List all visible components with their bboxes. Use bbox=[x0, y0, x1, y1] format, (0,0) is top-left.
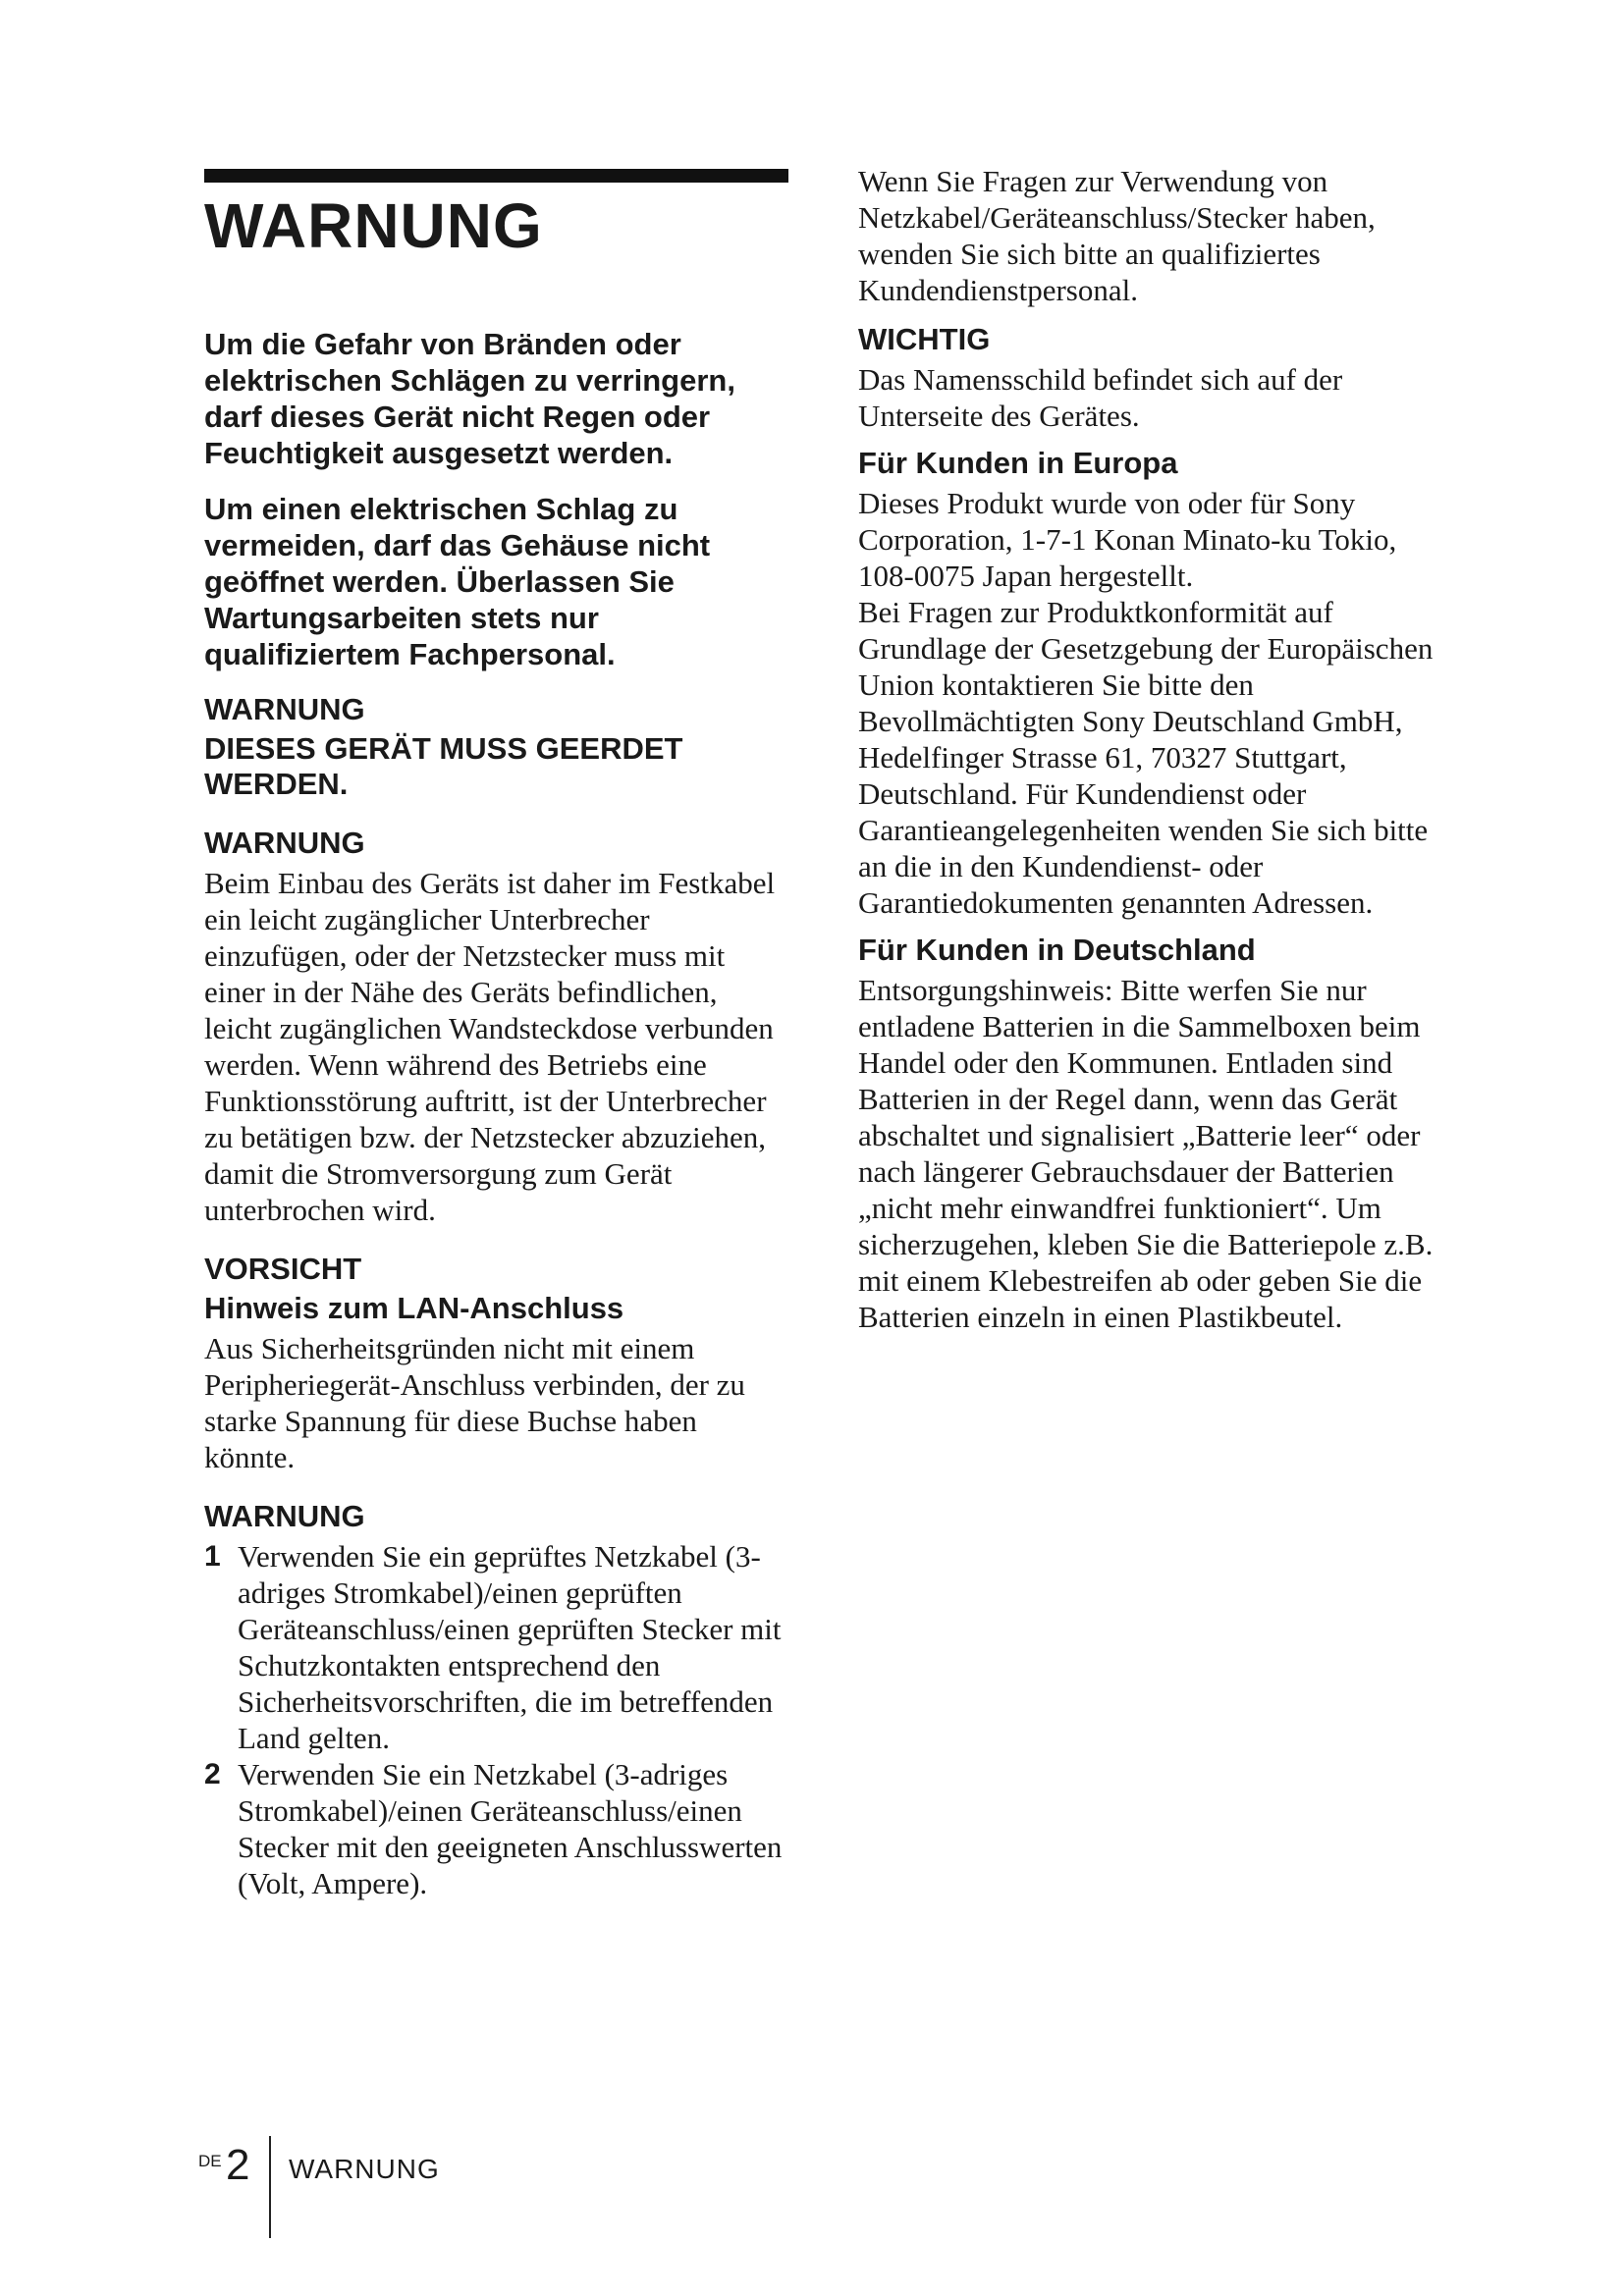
lan-note-text: Aus Sicherheitsgründen nicht mit einem Peripheriegerät-Anschluss verbinden, der zu starke Spannung für diese Buchse haben könnte. bbox=[204, 1331, 745, 1474]
page-number: 2 bbox=[226, 2141, 250, 2189]
power-cord-questions-text: Wenn Sie Fragen zur Verwendung von Netzkabel/Geräteanschluss/Stecker haben, wenden Sie sich bitte an qualifiziertes Kundendienstpersonal. bbox=[858, 164, 1376, 307]
germany-heading: Für Kunden in Deutschland bbox=[858, 933, 1256, 967]
eu-conformity-text: Bei Fragen zur Produktkonformität auf Grundlage der Gesetzgebung der Europäischen Union kontaktieren Sie bitte den Bevollmächtigten Sony Deutschland GmbH, Hedelfinger Strasse 61, 70327 Stuttgart, Deutschland. Für Kundendienst oder Garantieangelegenheiten wenden Sie sich bitte an die in den Kundendienst- oder Garantiedokumenten genannten Adressen. bbox=[858, 595, 1434, 920]
page-title: WARNUNG bbox=[204, 190, 543, 261]
list-item bbox=[204, 1538, 788, 1756]
grounding-warning-text: DIESES GERÄT MUSS GEERDET WERDEN. bbox=[204, 731, 683, 801]
power-cord-warning-heading: WARNUNG bbox=[204, 1499, 365, 1533]
installation-warning-text: Beim Einbau des Geräts ist daher im Festkabel ein leicht zugänglicher Unterbrecher einzufügen, oder der Netzstecker muss mit einer in der Nähe des Geräts befindlichen, leicht zugänglichen Wandsteckdose verbunden werden. Wenn während des Betriebs eine Funktionsstörung auftritt, ist der Unterbrecher zu betätigen bzw. der Netzstecker abzuziehen, damit die Stromversorgung zum Gerät unterbrochen wird. bbox=[204, 866, 776, 1227]
list-item bbox=[204, 1756, 788, 1901]
title-rule bbox=[204, 169, 788, 183]
battery-disposal-text: Entsorgungshinweis: Bitte werfen Sie nur entladene Batterien in die Sammelboxen beim Handel oder den Kommunen. Entladen sind Batterien in der Regel dann, wenn das Gerät abschaltet und signalisiert „Batterie leer“ oder nach längerer Gebrauchsdauer der Batterien „nicht mehr einwandfrei funktioniert“. Um sicherzugehen, kleben Sie die Batteriepole z.B. mit einem Klebestreifen ab oder geben Sie die Batterien einzeln in einen Plastikbeutel. bbox=[858, 973, 1434, 1334]
footer-divider bbox=[269, 2136, 271, 2238]
list-item-number: 1 bbox=[204, 1540, 221, 1573]
right-column bbox=[858, 163, 1447, 1347]
list-item-number: 2 bbox=[204, 1758, 221, 1790]
installation-warning-heading: WARNUNG bbox=[204, 826, 365, 860]
nameplate-text: Das Namensschild befindet sich auf der Unterseite des Gerätes. bbox=[858, 362, 1343, 433]
language-code: DE bbox=[198, 2152, 222, 2170]
important-heading: WICHTIG bbox=[858, 322, 991, 356]
caution-heading: VORSICHT bbox=[204, 1252, 362, 1286]
grounding-warning-heading: WARNUNG bbox=[204, 692, 365, 726]
fire-shock-warning: Um die Gefahr von Bränden oder elektrischen Schlägen zu verringern, darf dieses Gerät nicht Regen oder Feuchtigkeit ausgesetzt werden. bbox=[204, 327, 735, 470]
lan-note-heading: Hinweis zum LAN-Anschluss bbox=[204, 1291, 624, 1325]
list-item-text: Verwenden Sie ein Netzkabel (3-adriges Stromkabel)/einen Geräteanschluss/einen Stecker mit den geeigneten Anschlusswerten (Volt, Ampere). bbox=[238, 1757, 783, 1900]
housing-warning: Um einen elektrischen Schlag zu vermeiden, darf das Gehäuse nicht geöffnet werden. Überlassen Sie Wartungsarbeiten stets nur qualifiziertem Fachpersonal. bbox=[204, 492, 711, 671]
left-column bbox=[204, 169, 788, 1901]
europe-heading: Für Kunden in Europa bbox=[858, 446, 1178, 480]
footer-section-title: WARNUNG bbox=[289, 2154, 440, 2184]
manufacturer-text: Dieses Produkt wurde von oder für Sony Corporation, 1-7-1 Konan Minato-ku Tokio, 108-0075 Japan hergestellt. bbox=[858, 486, 1397, 593]
power-cord-list bbox=[204, 1538, 788, 1901]
list-item-text: Verwenden Sie ein geprüftes Netzkabel (3-adriges Stromkabel)/einen geprüften Geräteanschluss/einen geprüften Stecker mit Schutzkontakten entsprechend den Sicherheitsvorschriften, die im betreffenden Land gelten. bbox=[238, 1539, 782, 1755]
